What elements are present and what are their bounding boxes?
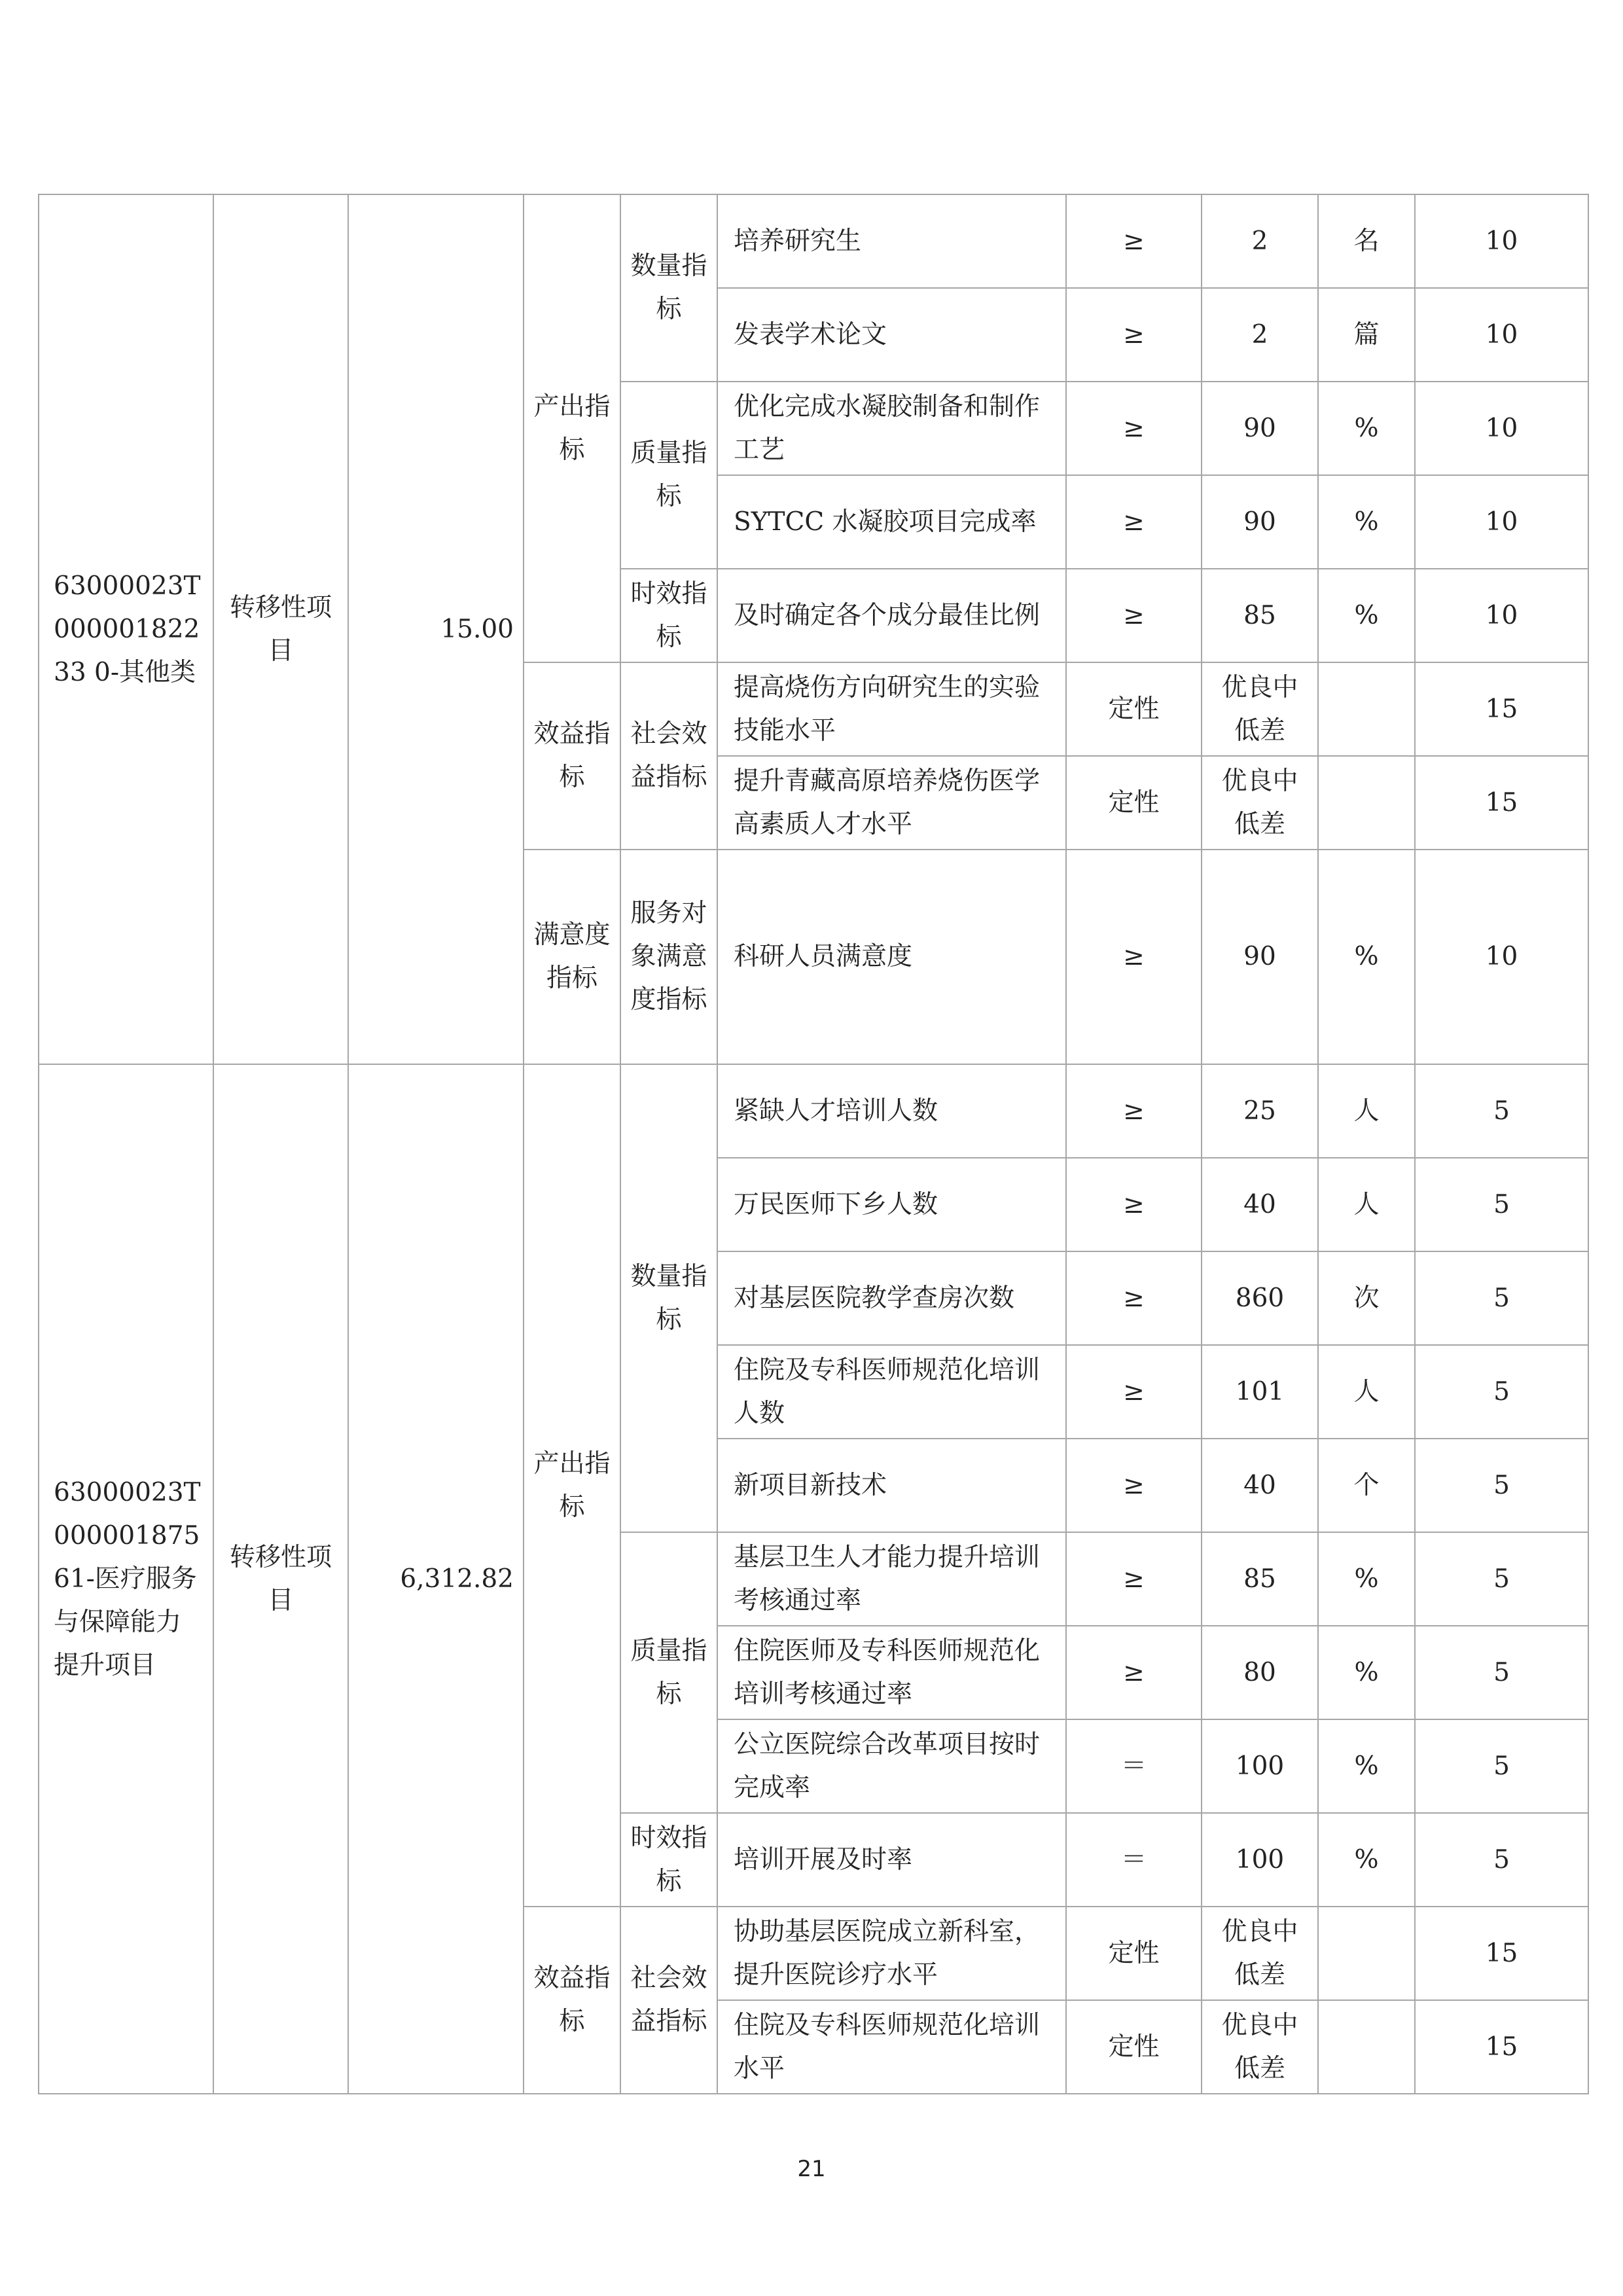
table-row <box>39 194 1588 288</box>
indicator-unit: % <box>1318 569 1415 662</box>
indicator-operator: ＝ <box>1066 1813 1202 1907</box>
indicator-value: 85 <box>1202 569 1318 662</box>
indicator-value: 100 <box>1202 1813 1318 1907</box>
indicator-value: 85 <box>1202 1532 1318 1626</box>
level2-indicator: 社会效益指标 <box>620 662 717 850</box>
indicator-weight: 5 <box>1415 1251 1588 1345</box>
indicator-name: 培训开展及时率 <box>717 1813 1066 1907</box>
indicator-operator: ≥ <box>1066 382 1202 475</box>
indicator-operator: ≥ <box>1066 288 1202 382</box>
level1-indicator: 效益指标 <box>524 1907 620 2094</box>
table-row <box>39 1064 1588 1158</box>
indicator-unit: % <box>1318 475 1415 569</box>
indicator-unit: % <box>1318 850 1415 1064</box>
indicator-operator: ≥ <box>1066 569 1202 662</box>
indicator-unit: % <box>1318 1719 1415 1813</box>
indicator-name: 科研人员满意度 <box>717 850 1066 1064</box>
indicator-weight: 10 <box>1415 569 1588 662</box>
indicator-unit <box>1318 756 1415 850</box>
indicator-weight: 15 <box>1415 662 1588 756</box>
indicator-value: 101 <box>1202 1345 1318 1439</box>
indicator-name: SYTCC 水凝胶项目完成率 <box>717 475 1066 569</box>
indicator-weight: 10 <box>1415 288 1588 382</box>
indicator-value: 860 <box>1202 1251 1318 1345</box>
indicator-operator: ≥ <box>1066 850 1202 1064</box>
indicator-name: 及时确定各个成分最佳比例 <box>717 569 1066 662</box>
indicator-weight: 15 <box>1415 2000 1588 2094</box>
indicator-value: 90 <box>1202 850 1318 1064</box>
indicator-value: 80 <box>1202 1626 1318 1719</box>
indicator-unit: 篇 <box>1318 288 1415 382</box>
indicator-name: 住院医师及专科医师规范化培训考核通过率 <box>717 1626 1066 1719</box>
indicator-operator: ≥ <box>1066 1158 1202 1251</box>
indicator-weight: 10 <box>1415 382 1588 475</box>
level2-indicator: 时效指标 <box>620 1813 717 1907</box>
indicator-operator: ≥ <box>1066 1345 1202 1439</box>
indicator-value: 优良中低差 <box>1202 662 1318 756</box>
project-amount: 15.00 <box>348 194 524 1064</box>
indicator-operator: ≥ <box>1066 1532 1202 1626</box>
indicator-value: 2 <box>1202 288 1318 382</box>
indicator-weight: 5 <box>1415 1158 1588 1251</box>
project-type: 转移性项目 <box>213 194 348 1064</box>
indicator-operator: ≥ <box>1066 475 1202 569</box>
indicator-name: 住院及专科医师规范化培训水平 <box>717 2000 1066 2094</box>
indicator-unit: % <box>1318 382 1415 475</box>
indicator-value: 40 <box>1202 1158 1318 1251</box>
indicator-unit: 名 <box>1318 194 1415 288</box>
indicator-name: 住院及专科医师规范化培训人数 <box>717 1345 1066 1439</box>
indicator-value: 25 <box>1202 1064 1318 1158</box>
level2-indicator: 时效指标 <box>620 569 717 662</box>
indicator-unit: % <box>1318 1813 1415 1907</box>
page-number: 21 <box>797 2156 826 2182</box>
indicator-value: 2 <box>1202 194 1318 288</box>
indicator-unit <box>1318 2000 1415 2094</box>
indicator-operator: 定性 <box>1066 756 1202 850</box>
indicator-unit: 人 <box>1318 1064 1415 1158</box>
indicator-weight: 10 <box>1415 475 1588 569</box>
indicator-name: 优化完成水凝胶制备和制作工艺 <box>717 382 1066 475</box>
level1-indicator: 满意度指标 <box>524 850 620 1064</box>
indicator-weight: 5 <box>1415 1532 1588 1626</box>
level1-indicator: 产出指标 <box>524 194 620 662</box>
indicator-operator: ≥ <box>1066 1251 1202 1345</box>
indicator-unit <box>1318 1907 1415 2000</box>
level1-indicator: 产出指标 <box>524 1064 620 1907</box>
indicator-name: 基层卫生人才能力提升培训考核通过率 <box>717 1532 1066 1626</box>
indicator-operator: 定性 <box>1066 662 1202 756</box>
indicator-unit: % <box>1318 1532 1415 1626</box>
indicator-value: 40 <box>1202 1439 1318 1532</box>
indicator-weight: 5 <box>1415 1345 1588 1439</box>
indicator-weight: 10 <box>1415 194 1588 288</box>
performance-indicator-table <box>38 194 1589 2094</box>
indicator-operator: 定性 <box>1066 1907 1202 2000</box>
indicator-name: 万民医师下乡人数 <box>717 1158 1066 1251</box>
indicator-unit: 个 <box>1318 1439 1415 1532</box>
indicator-weight: 15 <box>1415 1907 1588 2000</box>
indicator-name: 对基层医院教学查房次数 <box>717 1251 1066 1345</box>
indicator-name: 提高烧伤方向研究生的实验技能水平 <box>717 662 1066 756</box>
indicator-weight: 10 <box>1415 850 1588 1064</box>
indicator-unit: 次 <box>1318 1251 1415 1345</box>
project-code: 63000023T00000187561-医疗服务与保障能力提升项目 <box>39 1064 213 2094</box>
indicator-unit: % <box>1318 1626 1415 1719</box>
indicator-weight: 5 <box>1415 1439 1588 1532</box>
indicator-value: 优良中低差 <box>1202 2000 1318 2094</box>
indicator-value: 90 <box>1202 382 1318 475</box>
indicator-value: 90 <box>1202 475 1318 569</box>
indicator-value: 优良中低差 <box>1202 1907 1318 2000</box>
indicator-name: 提升青藏高原培养烧伤医学高素质人才水平 <box>717 756 1066 850</box>
indicator-weight: 5 <box>1415 1064 1588 1158</box>
indicator-unit: 人 <box>1318 1158 1415 1251</box>
indicator-name: 公立医院综合改革项目按时完成率 <box>717 1719 1066 1813</box>
indicator-value: 优良中低差 <box>1202 756 1318 850</box>
indicator-unit: 人 <box>1318 1345 1415 1439</box>
level2-indicator: 服务对象满意度指标 <box>620 850 717 1064</box>
level2-indicator: 质量指标 <box>620 1532 717 1813</box>
indicator-name: 培养研究生 <box>717 194 1066 288</box>
indicator-name: 发表学术论文 <box>717 288 1066 382</box>
indicator-operator: ＝ <box>1066 1719 1202 1813</box>
indicator-weight: 5 <box>1415 1813 1588 1907</box>
indicator-value: 100 <box>1202 1719 1318 1813</box>
level2-indicator: 数量指标 <box>620 194 717 382</box>
project-code: 63000023T00000182233 0-其他类 <box>39 194 213 1064</box>
level2-indicator: 数量指标 <box>620 1064 717 1532</box>
indicator-weight: 15 <box>1415 756 1588 850</box>
indicator-name: 协助基层医院成立新科室，提升医院诊疗水平 <box>717 1907 1066 2000</box>
indicator-operator: ≥ <box>1066 194 1202 288</box>
indicator-operator: ≥ <box>1066 1439 1202 1532</box>
indicator-name: 紧缺人才培训人数 <box>717 1064 1066 1158</box>
level2-indicator: 质量指标 <box>620 382 717 569</box>
indicator-unit <box>1318 662 1415 756</box>
indicator-operator: ≥ <box>1066 1626 1202 1719</box>
project-type: 转移性项目 <box>213 1064 348 2094</box>
indicator-operator: 定性 <box>1066 2000 1202 2094</box>
indicator-weight: 5 <box>1415 1719 1588 1813</box>
level2-indicator: 社会效益指标 <box>620 1907 717 2094</box>
indicator-name: 新项目新技术 <box>717 1439 1066 1532</box>
indicator-operator: ≥ <box>1066 1064 1202 1158</box>
indicator-weight: 5 <box>1415 1626 1588 1719</box>
project-amount: 6,312.82 <box>348 1064 524 2094</box>
level1-indicator: 效益指标 <box>524 662 620 850</box>
